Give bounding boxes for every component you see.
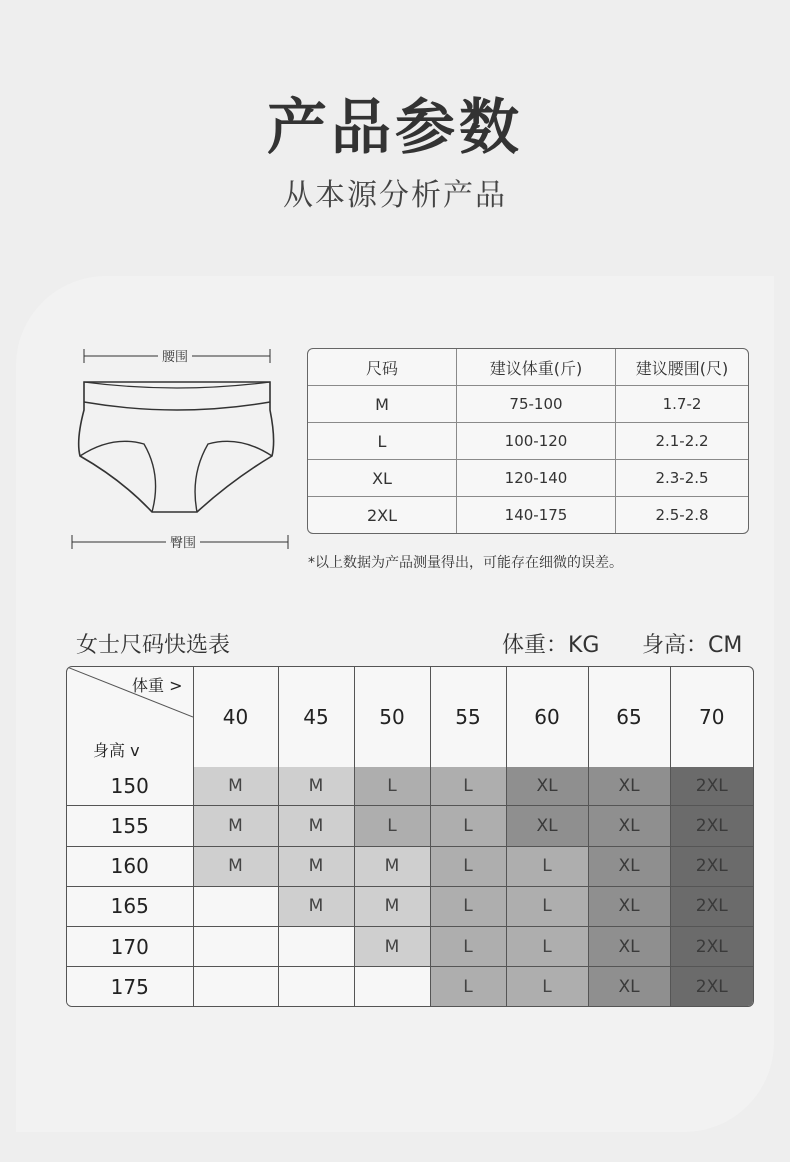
size-recommendation-cell bbox=[193, 926, 278, 966]
size-recommendation-cell: M bbox=[354, 926, 430, 966]
size-recommendation-cell: L bbox=[506, 967, 588, 1006]
size-recommendation-cell: L bbox=[430, 967, 506, 1006]
size-recommendation-cell: 2XL bbox=[670, 806, 753, 846]
grid-header-row bbox=[67, 667, 753, 767]
size-recommendation-cell: M bbox=[193, 806, 278, 846]
size-recommendation-cell: M bbox=[278, 806, 354, 846]
table-row bbox=[308, 460, 748, 497]
weight-column-header: 70 bbox=[699, 704, 725, 729]
size-recommendation-cell: XL bbox=[588, 926, 670, 966]
size-recommendation-cell: XL bbox=[588, 806, 670, 846]
table-row bbox=[308, 497, 748, 533]
size-recommendation-cell: L bbox=[430, 767, 506, 806]
briefs-illustration-icon bbox=[62, 340, 302, 560]
size-recommendation-cell: 2XL bbox=[670, 846, 753, 886]
table-row bbox=[67, 806, 753, 846]
size-recommendation-cell: M bbox=[278, 846, 354, 886]
size-recommendation-cell: M bbox=[193, 767, 278, 806]
page-subtitle: 从本源分析产品 bbox=[283, 178, 507, 213]
size-recommendation-cell: M bbox=[354, 846, 430, 886]
measurement-note: *以上数据为产品测量得出，可能存在细微的误差。 bbox=[308, 555, 623, 571]
page-title: 产品参数 bbox=[267, 93, 523, 163]
table-row bbox=[67, 767, 753, 806]
weight-column-header: 40 bbox=[193, 667, 278, 767]
table-row bbox=[67, 846, 753, 886]
header-weight: 建议体重(斤) bbox=[457, 349, 616, 386]
size-recommendation-cell: L bbox=[430, 886, 506, 926]
weight-column-header: 55 bbox=[430, 667, 506, 767]
size-recommendation-cell: XL bbox=[588, 846, 670, 886]
size-recommendation-cell: 2XL bbox=[670, 967, 753, 1006]
size-recommendation-cell: XL bbox=[588, 967, 670, 1006]
waist-cell: 2.1-2.2 bbox=[616, 423, 749, 460]
quick-select-title: 女士尺码快选表 bbox=[76, 633, 231, 658]
size-cell: L bbox=[308, 423, 457, 460]
corner-weight-label: 体重 > bbox=[132, 676, 183, 695]
size-recommendation-cell: 2XL bbox=[670, 886, 753, 926]
height-row-header: 150 bbox=[67, 767, 193, 806]
size-recommendation-cell: M bbox=[193, 846, 278, 886]
size-recommendation-cell: M bbox=[278, 886, 354, 926]
size-recommendation-cell: M bbox=[354, 886, 430, 926]
size-recommendation-cell: L bbox=[354, 767, 430, 806]
size-recommendation-cell: XL bbox=[506, 806, 588, 846]
weight-cell: 140-175 bbox=[457, 497, 616, 533]
weight-column-header: 60 bbox=[506, 667, 588, 767]
size-recommendation-cell: 2XL bbox=[670, 926, 753, 966]
garment-diagram bbox=[62, 340, 302, 560]
height-row-header: 155 bbox=[67, 806, 193, 846]
weight-cell: 75-100 bbox=[457, 386, 616, 423]
weight-unit-label: 体重：KG bbox=[502, 633, 600, 658]
quick-select-grid bbox=[66, 666, 754, 1007]
size-recommendation-cell bbox=[278, 926, 354, 966]
height-row-header: 175 bbox=[67, 967, 193, 1006]
header-size: 尺码 bbox=[308, 349, 457, 386]
size-recommendation-cell bbox=[193, 886, 278, 926]
table-row bbox=[67, 926, 753, 966]
height-row-header: 170 bbox=[67, 926, 193, 966]
size-recommendation-cell: M bbox=[278, 767, 354, 806]
size-cell: M bbox=[308, 386, 457, 423]
grid-corner-cell bbox=[67, 667, 193, 767]
waist-cell: 2.3-2.5 bbox=[616, 460, 749, 497]
weight-column-header: 45 bbox=[278, 667, 354, 767]
size-recommendation-cell bbox=[278, 967, 354, 1006]
size-recommendation-cell: XL bbox=[588, 767, 670, 806]
size-recommendation-cell: L bbox=[430, 846, 506, 886]
size-recommendation-cell: L bbox=[430, 806, 506, 846]
size-recommendation-cell: XL bbox=[506, 767, 588, 806]
size-recommendation-cell bbox=[193, 967, 278, 1006]
table-header-row bbox=[308, 349, 748, 386]
waist-cell: 2.5-2.8 bbox=[655, 506, 709, 525]
height-unit-label: 身高：CM bbox=[642, 633, 743, 658]
corner-height-label: 身高 v bbox=[93, 740, 140, 760]
height-row-header: 160 bbox=[67, 846, 193, 886]
size-recommendation-cell bbox=[354, 967, 430, 1006]
size-recommendation-cell: 2XL bbox=[670, 767, 753, 806]
table-row bbox=[308, 423, 748, 460]
size-recommendation-cell: XL bbox=[588, 886, 670, 926]
size-recommendation-cell: L bbox=[354, 806, 430, 846]
header-waist: 建议腰围(尺) bbox=[616, 349, 749, 386]
size-spec-table bbox=[307, 348, 749, 534]
weight-column-header: 65 bbox=[588, 667, 670, 767]
table-row bbox=[67, 886, 753, 926]
hip-label: 臀围 bbox=[166, 532, 200, 551]
table-row bbox=[308, 386, 748, 423]
weight-cell: 120-140 bbox=[457, 460, 616, 497]
size-recommendation-cell: L bbox=[506, 926, 588, 966]
waist-label: 腰围 bbox=[158, 346, 192, 365]
size-recommendation-cell: L bbox=[430, 926, 506, 966]
waist-cell: 1.7-2 bbox=[616, 386, 749, 423]
table-row bbox=[67, 967, 753, 1006]
size-recommendation-cell: L bbox=[506, 846, 588, 886]
weight-cell: 100-120 bbox=[457, 423, 616, 460]
height-row-header: 165 bbox=[67, 886, 193, 926]
weight-column-header: 50 bbox=[354, 667, 430, 767]
size-cell: 2XL bbox=[308, 497, 457, 533]
size-cell: XL bbox=[308, 460, 457, 497]
size-recommendation-cell: L bbox=[506, 886, 588, 926]
